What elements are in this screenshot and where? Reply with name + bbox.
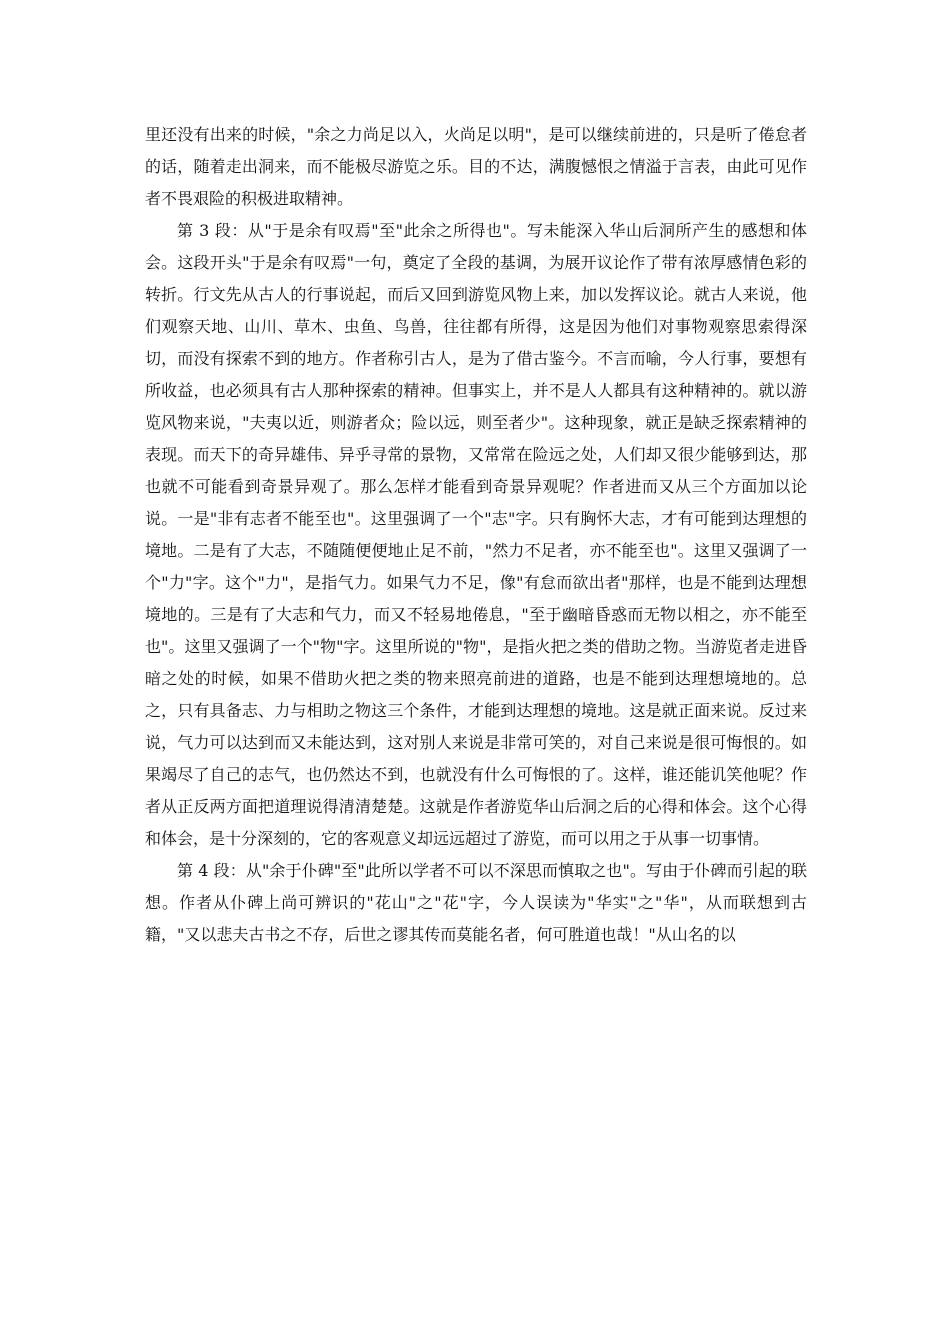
document-body — [145, 119, 807, 951]
paragraph-2: 第 3 段：从"于是余有叹焉"至"此余之所得也"。写未能深入华山后洞所产生的感想和体会。这段开头"于是余有叹焉"一句，奠定了全段的基调，为展开议论作了带有浓厚感情色彩的转折。行文先从古人的行事说起，而后又回到游览风物上来，加以发挥议论。就古人来说，他们观察天地、山川、草木、虫鱼、鸟兽，往往都有所得，这是因为他们对事物观察思索得深切，而没有探索不到的地方。作者称引古人，是为了借古鉴今。不言而喻，今人行事，要想有所收益，也必须具有古人那种探索的精神。但事实上，并不是人人都具有这种精神的。就以游览风物来说，"夫夷以近，则游者众；险以远，则至者少"。这种现象，就正是缺乏探索精神的表现。而天下的奇异雄伟、异乎寻常的景物，又常常在险远之处，人们却又很少能够到达，那也就不可能看到奇景异观了。那么怎样才能看到奇景异观呢？作者进而又从三个方面加以论说。一是"非有志者不能至也"。这里强调了一个"志"字。只有胸怀大志，才有可能到达理想的境地。二是有了大志，不随随便便地止足不前，"然力不足者，亦不能至也"。这里又强调了一个"力"字。这个"力"，是指气力。如果气力不足，像"有怠而欲出者"那样，也是不能到达理想境地的。三是有了大志和气力，而又不轻易地倦息，"至于幽暗昏惑而无物以相之，亦不能至也"。这里又强调了一个"物"字。这里所说的"物"，是指火把之类的借助之物。当游览者走进昏暗之处的时候，如果不借助火把之类的物来照亮前进的道路，也是不能到达理想境地的。总之，只有具备志、力与相助之物这三个条件，才能到达理想的境地。这是就正面来说。反过来说，气力可以达到而又未能达到，这对别人来说是非常可笑的，对自己来说是很可悔恨的。如果竭尽了自己的志气，也仍然达不到，也就没有什么可悔恨的了。这样，谁还能讥笑他呢？作者从正反两方面把道理说得清清楚楚。这就是作者游览华山后洞之后的心得和体会。这个心得和体会，是十分深刻的，它的客观意义却远远超过了游览，而可以用之于从事一切事情。 — [145, 221, 807, 848]
paragraph-3: 第 4 段：从"余于仆碑"至"此所以学者不可以不深思而慎取之也"。写由于仆碑而引起的联想。作者从仆碑上尚可辨识的"花山"之"花"字，今人误读为"华实"之"华"，从而联想到古籍，"又以悲夫古书之不存，后世之谬其传而莫能名者，何可胜道也哉！"从山名的以 — [145, 861, 807, 944]
paragraph-1: 里还没有出来的时候，"余之力尚足以入，火尚足以明"，是可以继续前进的，只是听了倦怠者的话，随着走出洞来，而不能极尽游览之乐。目的不达，满腹憾恨之情溢于言表，由此可见作者不畏艰险的积极进取精神。 — [145, 125, 807, 208]
